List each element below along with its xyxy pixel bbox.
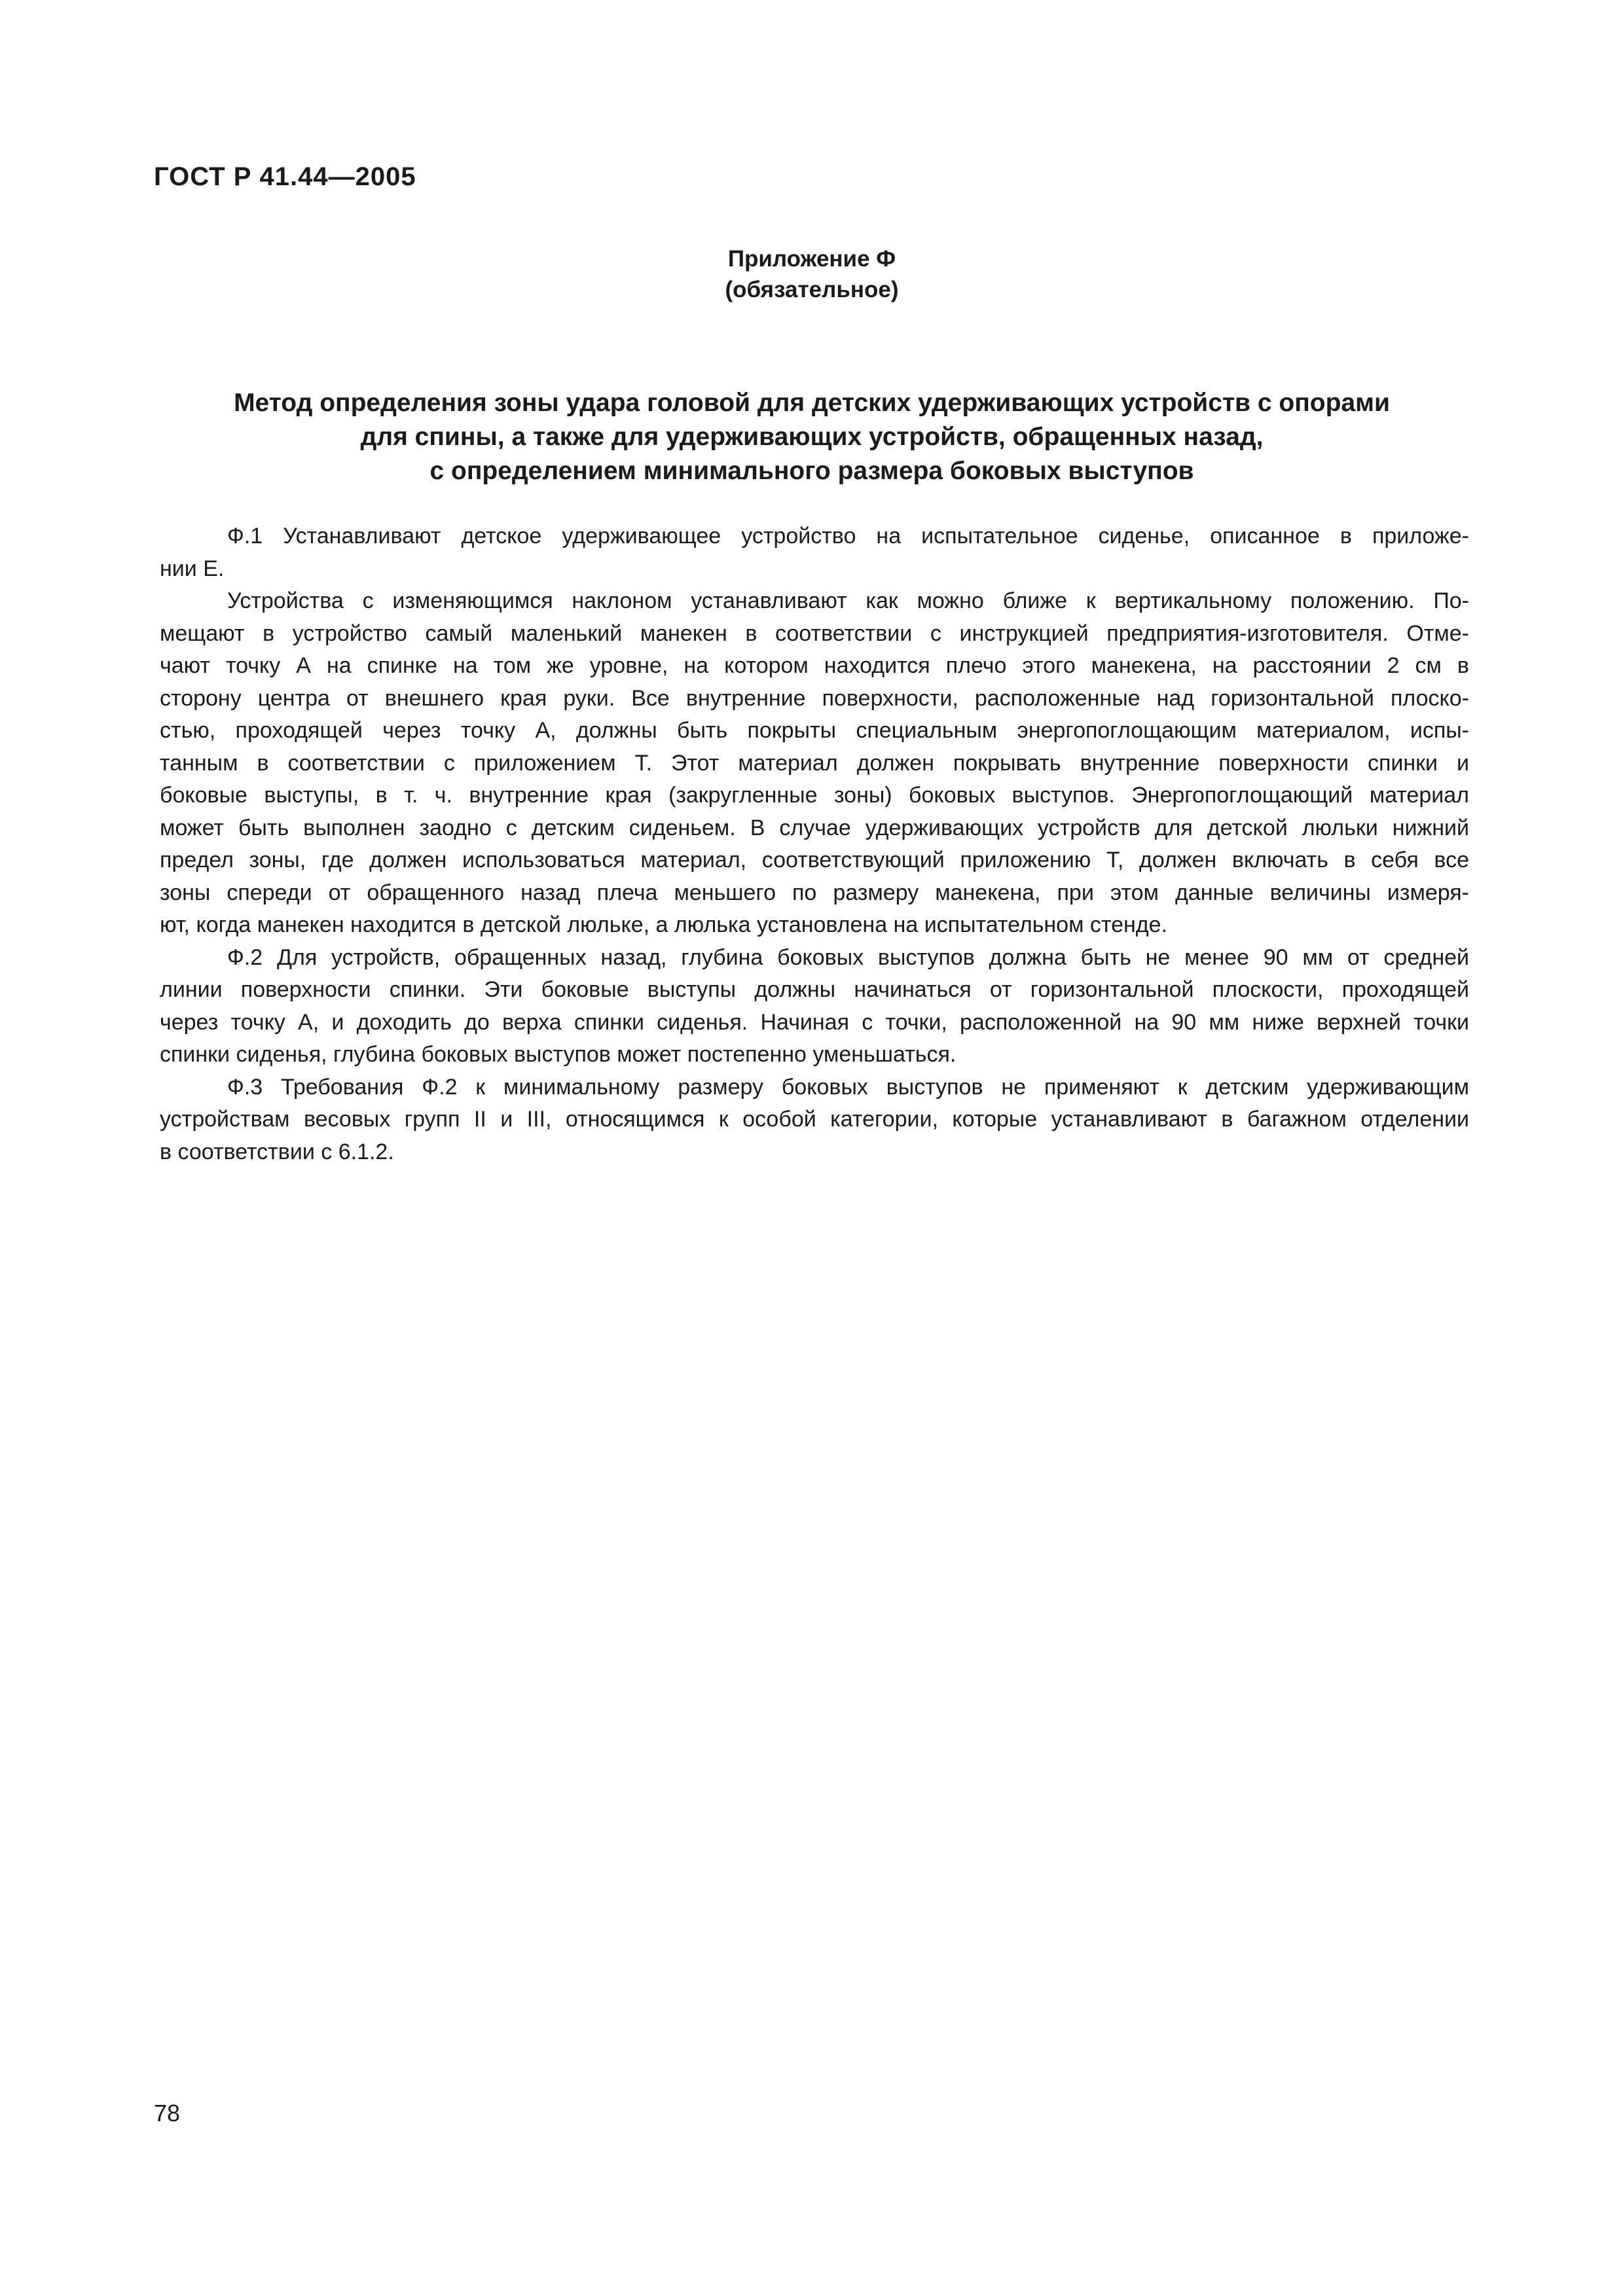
body-line: через точку А, и доходить до верха спинки сиденья. Начиная с точки, расположенной на 90 мм ниже верхней точки xyxy=(160,1009,1469,1035)
body-line: Ф.3 Требования Ф.2 к минимальному размеру боковых выступов не применяют к детским удерживающим xyxy=(227,1074,1469,1100)
annex-label: Приложение Ф xyxy=(727,246,896,272)
annex-heading xyxy=(710,243,913,305)
body-line: предел зоны, где должен использоваться материал, соответствующий приложению Т, должен включать в себя все xyxy=(160,848,1469,872)
annex-title xyxy=(157,386,1467,488)
annex-title-line: для спины, а также для удерживающих устройств, обращенных назад, xyxy=(360,423,1264,451)
body-line: мещают в устройство самый маленький манекен в соответствии с инструкцией предприятия-изготовителя. Отме- xyxy=(160,620,1469,646)
page-number: 78 xyxy=(154,2100,181,2126)
annex-title-line: Метод определения зоны удара головой для детских удерживающих устройств с опорами xyxy=(234,389,1390,417)
body-line: устройствам весовых групп II и III, относящимся к особой категории, которые устанавливают в багажном отделении xyxy=(160,1107,1469,1132)
body-line: зоны спереди от обращенного назад плеча меньшего по размеру манекена, при этом данные величины измеря- xyxy=(160,880,1469,905)
body-line: боковые выступы, в т. ч. внутренние края (закругленные зоны) боковых выступов. Энергопоглощающий материал xyxy=(160,783,1469,808)
body-line: стью, проходящей через точку А, должны быть покрыты специальным энергопоглощающим материалом, испы- xyxy=(160,718,1469,743)
document-code: ГОСТ Р 41.44—2005 xyxy=(154,162,416,191)
body-line: в соответствии с 6.1.2. xyxy=(160,1139,394,1164)
body-line: чают точку А на спинке на том же уровне, на котором находится плечо этого манекена, на расстоянии 2 см в xyxy=(160,653,1469,678)
annex-status: (обязательное) xyxy=(725,277,899,302)
body-line: может быть выполнен заодно с детским сиденьем. В случае удерживающих устройств для детской люльки нижний xyxy=(160,815,1469,840)
body-line: Ф.1 Устанавливают детское удерживающее устройство на испытательное сиденье, описанное в приложе- xyxy=(227,524,1469,548)
body-line: линии поверхности спинки. Эти боковые выступы должны начинаться от горизонтальной плоскости, проходящей xyxy=(160,977,1469,1002)
body-line: Ф.2 Для устройств, обращенных назад, глубина боковых выступов должна быть не менее 90 мм от средней xyxy=(227,944,1469,970)
body-line: сторону центра от внешнего края руки. Все внутренние поверхности, расположенные над горизонтальной плоско- xyxy=(160,685,1469,711)
body-line: нии Е. xyxy=(160,556,225,581)
annex-title-line: с определением минимального размера боковых выступов xyxy=(429,457,1194,485)
annex-body xyxy=(160,520,1469,1168)
body-line: ют, когда манекен находится в детской люльке, а люлька установлена на испытательном стенде. xyxy=(160,912,1167,937)
body-line: Устройства с изменяющимся наклоном устанавливают как можно ближе к вертикальному положению. По- xyxy=(227,588,1469,613)
body-line: танным в соответствии с приложением Т. Этот материал должен покрывать внутренние поверхности спинки и xyxy=(160,750,1469,776)
body-line: спинки сиденья, глубина боковых выступов может постепенно уменьшаться. xyxy=(160,1042,957,1067)
